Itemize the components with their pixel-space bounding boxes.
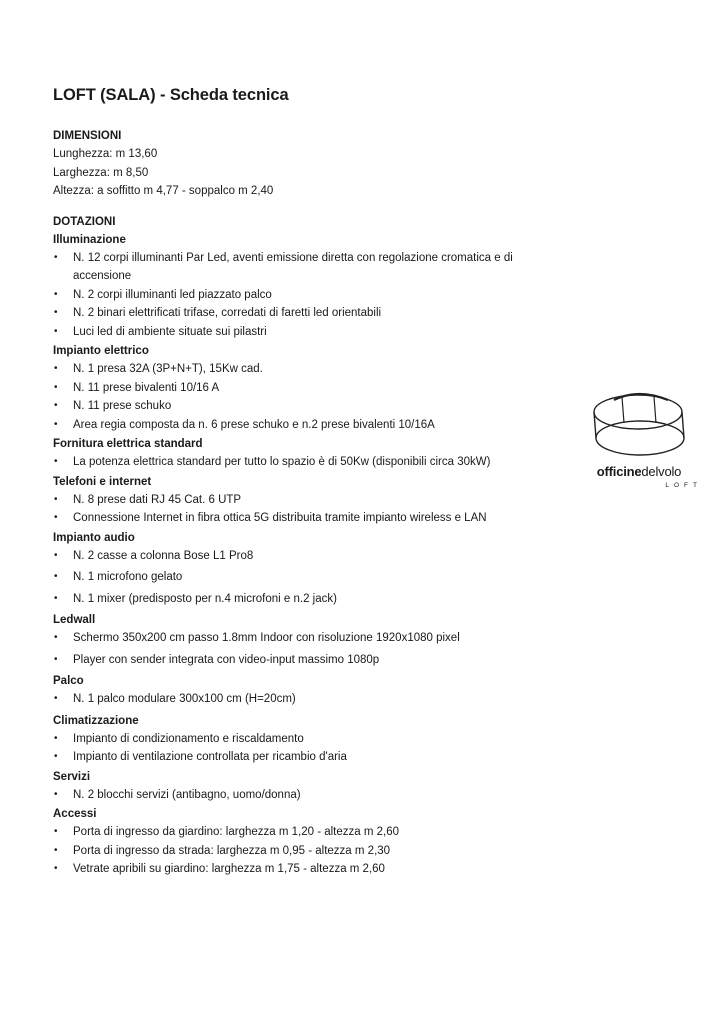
section-title: Telefoni e internet: [53, 475, 152, 488]
section-list: [53, 629, 513, 669]
section-list: [53, 360, 513, 434]
dimensioni-heading: DIMENSIONI: [53, 130, 122, 142]
list-item: • Area regia composta da n. 6 prese schuko e n.2 prese bivalenti 10/16A: [53, 416, 513, 435]
list-item: • Schermo 350x200 cm passo 1.8mm Indoor con risoluzione 1920x1080 pixel: [53, 629, 513, 648]
list-item: • N. 1 mixer (predisposto per n.4 microfoni e n.2 jack): [53, 590, 513, 609]
list-item: • N. 2 blocchi servizi (antibagno, uomo/donna): [53, 786, 513, 805]
section-title: Impianto elettrico: [53, 345, 149, 357]
section-title: Servizi: [53, 770, 91, 783]
ring-logo-icon: [584, 388, 694, 468]
logo-word-bold: officine: [596, 464, 642, 479]
section-title: Climatizzazione: [53, 714, 139, 727]
list-item: • N. 11 prese bivalenti 10/16 A: [53, 379, 513, 398]
list-item: • N. 12 corpi illuminanti Par Led, aventi emissione diretta con regolazione cromatica e di accensione: [53, 249, 513, 286]
list-item: • Impianto di condizionamento e riscaldamento: [53, 730, 513, 749]
section-title: Ledwall: [53, 614, 96, 626]
section-title: Fornitura elettrica standard: [53, 438, 203, 450]
list-item: • N. 2 corpi illuminanti led piazzato palco: [53, 286, 513, 305]
list-item: • N. 1 microfono gelato: [53, 568, 513, 587]
list-item: • Porta di ingresso da strada: larghezza m 0,95 - altezza m 2,30: [53, 842, 513, 861]
section-title: Impianto audio: [53, 531, 135, 544]
list-item: • N. 1 presa 32A (3P+N+T), 15Kw cad.: [53, 360, 513, 379]
section-list: [53, 453, 513, 472]
section-title: Illuminazione: [53, 233, 126, 246]
list-item: • Impianto di ventilazione controllata per ricambio d'aria: [53, 748, 513, 767]
list-item: • N. 2 binari elettrificati trifase, corredati di faretti led orientabili: [53, 304, 513, 323]
list-item: • N. 8 prese dati RJ 45 Cat. 6 UTP: [53, 491, 513, 510]
section-title: Accessi: [53, 808, 97, 820]
logo-subtitle: LOFT: [665, 482, 702, 489]
section-title: Palco: [53, 675, 84, 687]
dimensioni-line: Lunghezza: m 13,60: [53, 148, 158, 160]
content: [53, 86, 513, 880]
list-item: • Connessione Internet in fibra ottica 5G distribuita tramite impianto wireless e LAN: [53, 509, 513, 528]
section-list: [53, 786, 513, 805]
section-list: [53, 491, 513, 528]
section-list: [53, 690, 513, 709]
section-list: [53, 823, 513, 879]
list-item: • Porta di ingresso da giardino: larghezza m 1,20 - altezza m 2,60: [53, 823, 513, 842]
list-item: • Luci led di ambiente situate sui pilastri: [53, 323, 513, 342]
list-item: • Vetrate apribili su giardino: larghezza m 1,75 - altezza m 2,60: [53, 860, 513, 879]
dimensioni-line: Larghezza: m 8,50: [53, 166, 149, 179]
section-list: [53, 547, 513, 609]
list-item: • N. 11 prese schuko: [53, 397, 513, 416]
list-item: • N. 1 palco modulare 300x100 cm (H=20cm): [53, 690, 513, 709]
logo-wordmark: [584, 464, 694, 479]
page-title: LOFT (SALA) - Scheda tecnica: [53, 86, 289, 104]
section-list: [53, 730, 513, 767]
dotazioni-heading: DOTAZIONI: [53, 215, 116, 228]
list-item: • La potenza elettrica standard per tutto lo spazio è di 50Kw (disponibili circa 30kW): [53, 453, 513, 472]
brand-logo: [584, 388, 702, 498]
list-item: • N. 2 casse a colonna Bose L1 Pro8: [53, 547, 513, 566]
dimensioni-line: Altezza: a soffitto m 4,77 - soppalco m 2,40: [53, 185, 274, 197]
logo-word-light: delvolo: [641, 464, 682, 479]
section-list: [53, 249, 513, 342]
list-item: • Player con sender integrata con video-input massimo 1080p: [53, 651, 513, 670]
